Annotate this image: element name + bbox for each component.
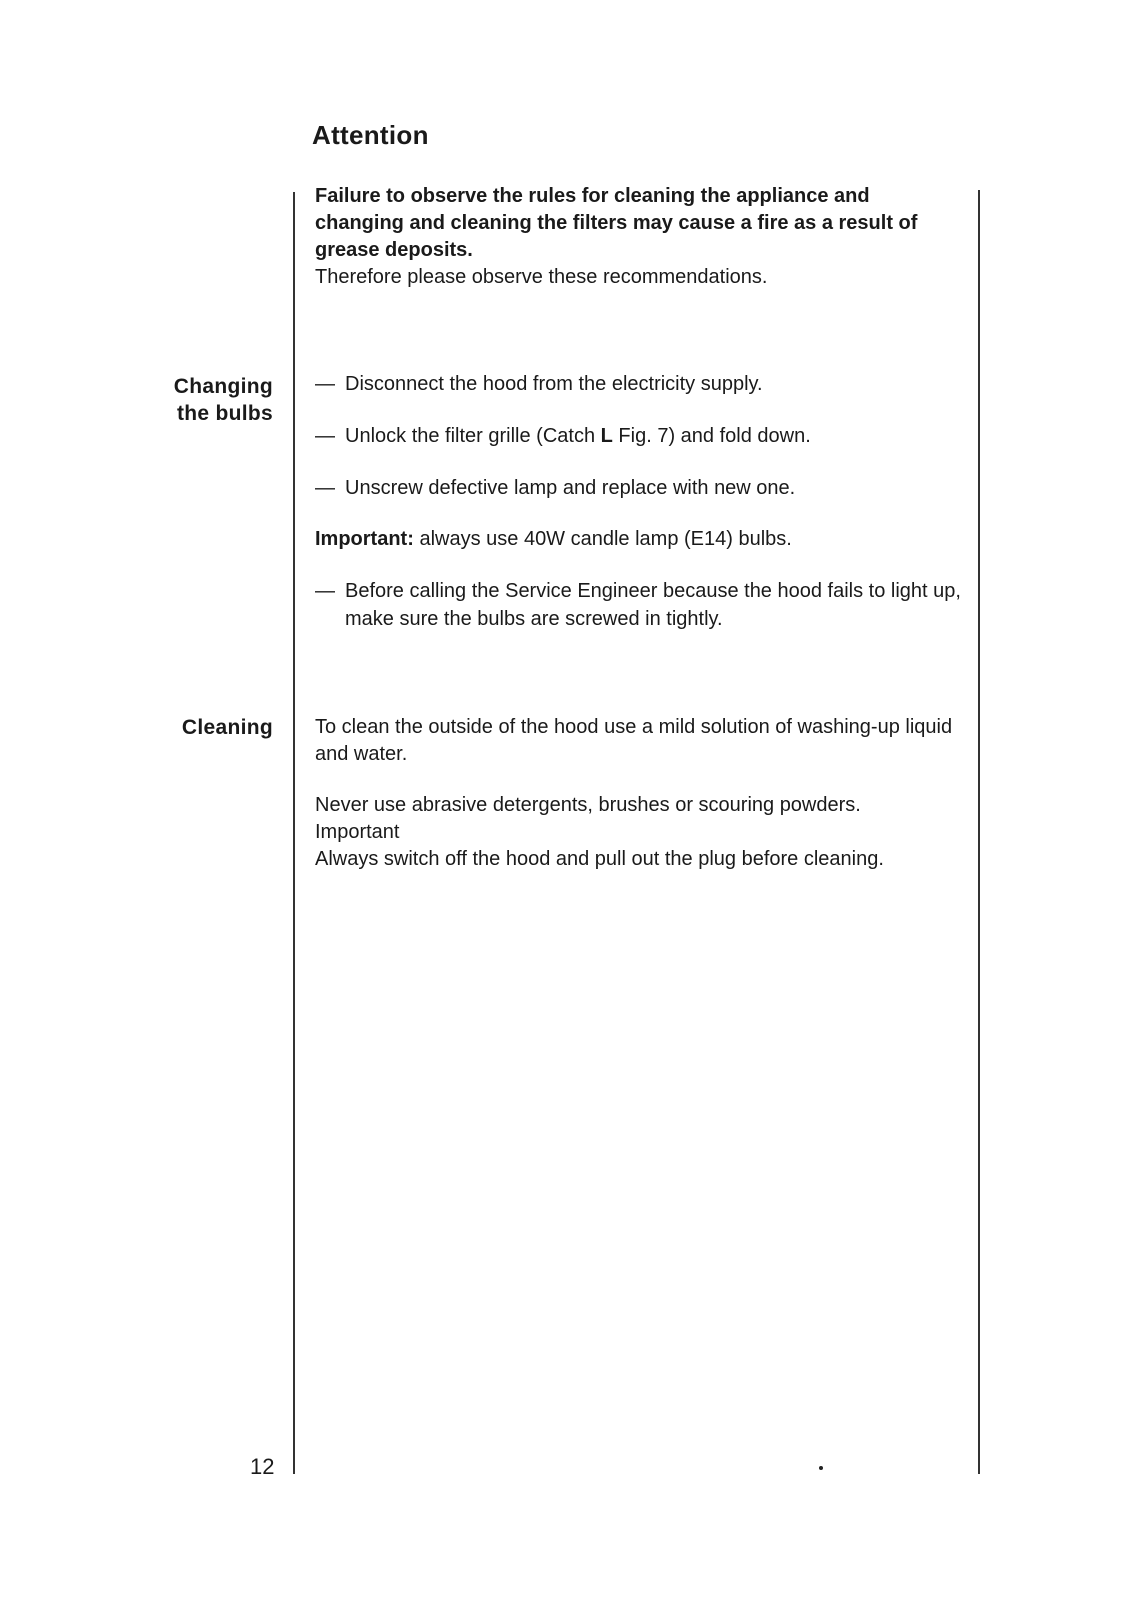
bulb-step-4-text: Before calling the Service Engineer because the hood fails to light up, make sure the bulbs are screwed in tightly. [345,580,961,630]
page-number: 12 [250,1454,275,1479]
bulb-step-2-text-before: Unlock the filter grille (Catch [345,425,601,447]
cleaning-paragraph-2-line-2: Important [315,821,400,843]
changing-bulbs-heading-line2: the bulbs [176,402,273,425]
bulb-step-3-text: Unscrew defective lamp and replace with new one. [345,477,796,499]
bulb-step-2 [315,422,985,450]
changing-bulbs-heading [143,373,273,427]
warning-bold-text: Failure to observe the rules for cleaning the appliance and changing and cleaning the filters may cause a fire as a result of grease deposits. [315,185,918,261]
cleaning-heading: Cleaning [181,716,273,739]
warning-normal-text: Therefore please observe these recommendations. [315,266,768,288]
catch-label: L [600,425,613,447]
section-title: Attention [312,120,429,150]
bulb-step-1-text: Disconnect the hood from the electricity supply. [345,373,763,395]
bulb-step-3 [315,474,985,502]
important-label: Important: [315,528,414,550]
important-note [315,526,792,553]
left-column-rule [293,192,295,1474]
cleaning-paragraph-2-line-3: Always switch off the hood and pull out the plug before cleaning. [315,848,884,870]
print-speck [819,1466,823,1470]
dash-bullet: — [315,580,335,602]
dash-bullet: — [315,477,335,499]
bulb-step-1 [315,370,985,398]
dash-bullet: — [315,373,335,395]
bulb-step-4 [315,577,995,633]
cleaning-paragraph-2-line-1: Never use abrasive detergents, brushes or scouring powders. [315,794,861,816]
changing-bulbs-heading-line1: Changing [173,375,273,398]
cleaning-paragraph-1: To clean the outside of the hood use a mild solution of washing-up liquid and water. [315,716,953,765]
bulb-step-2-text-after: Fig. 7) and fold down. [612,425,811,447]
dash-bullet: — [315,425,335,447]
important-text: always use 40W candle lamp (E14) bulbs. [413,528,792,550]
